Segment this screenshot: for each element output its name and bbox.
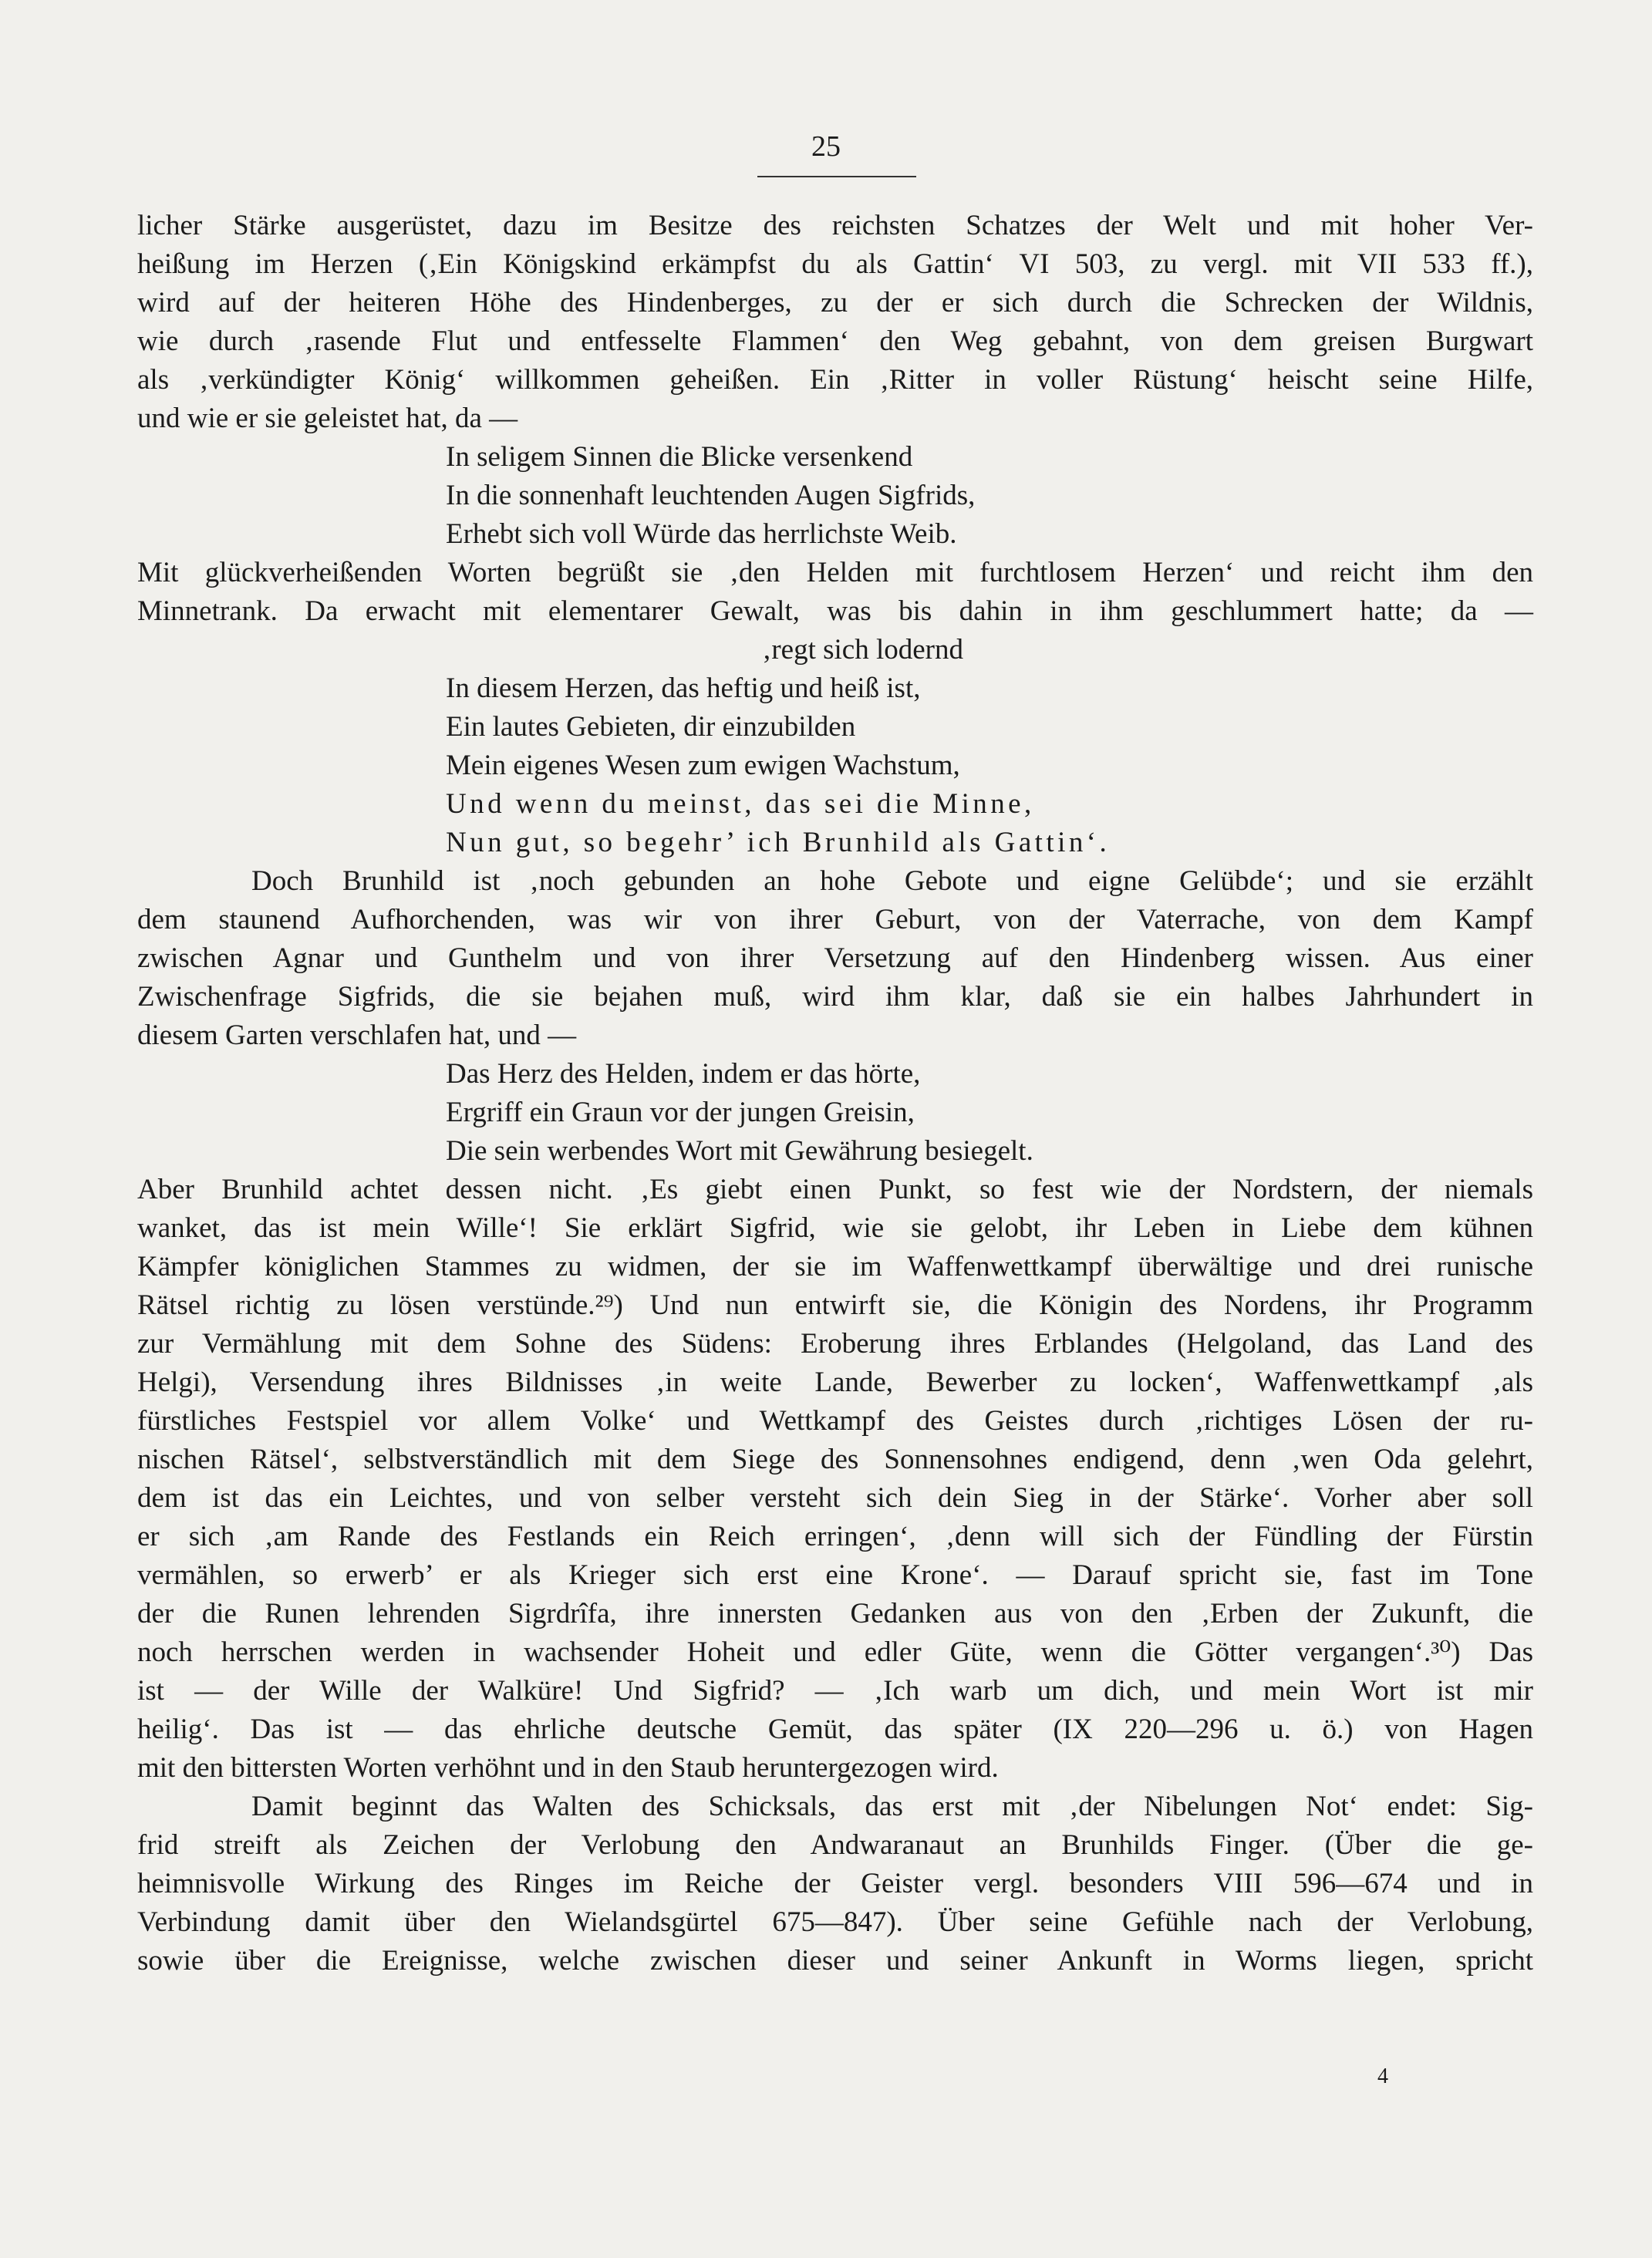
verse-line: Nun gut, so begehr’ ich Brunhild als Gattin‘. — [446, 827, 1111, 858]
text-line: wie durch ‚rasende Flut und entfesselte Flammen‘ den Weg gebahnt, von dem greisen Burgwart — [137, 325, 1533, 357]
text-line: Rätsel richtig zu lösen verstünde.²⁹) Und nun entwirft sie, die Königin des Nordens, ihr Programm — [137, 1289, 1533, 1321]
text-line: Verbindung damit über den Wielandsgürtel 675—847). Über seine Gefühle nach der Verlobung, — [137, 1906, 1533, 1938]
text-line: Mit glückverheißenden Worten begrüßt sie ‚den Helden mit furchtlosem Herzen‘ und reicht ihm den — [137, 557, 1533, 588]
text-line: diesem Garten verschlafen hat, und — — [137, 1019, 577, 1051]
text-line: sowie über die Ereignisse, welche zwischen dieser und seiner Ankunft in Worms liegen, spricht — [137, 1945, 1533, 1977]
text-line: als ‚verkündigter König‘ willkommen geheißen. Ein ‚Ritter in voller Rüstung‘ heischt seine Hilfe, — [137, 364, 1533, 396]
text-line: heilig‘. Das ist — das ehrliche deutsche Gemüt, das später (IX 220—296 u. ö.) von Hagen — [137, 1714, 1533, 1745]
text-line: ist — der Wille der Walküre! Und Sigfrid? — ‚Ich warb um dich, und mein Wort ist mir — [137, 1675, 1533, 1707]
text-line: wird auf der heiteren Höhe des Hindenberges, zu der er sich durch die Schrecken der Wildnis, — [137, 287, 1533, 318]
text-line: wanket, das ist mein Wille‘! Sie erklärt Sigfrid, wie sie gelobt, ihr Leben in Liebe dem kühnen — [137, 1212, 1533, 1244]
verse-line: In seligem Sinnen die Blicke versenkend — [446, 441, 913, 473]
text-line: zur Vermählung mit dem Sohne des Südens: Eroberung ihres Erblandes (Helgoland, das Land des — [137, 1328, 1533, 1360]
page-number: 25 — [811, 130, 841, 163]
text-line: mit den bittersten Worten verhöhnt und in den Staub heruntergezogen wird. — [137, 1752, 999, 1784]
text-line: Aber Brunhild achtet dessen nicht. ‚Es giebt einen Punkt, so fest wie der Nordstern, der niemals — [137, 1174, 1533, 1205]
header-rule — [757, 176, 916, 177]
verse-line: Ergriff ein Graun vor der jungen Greisin, — [446, 1097, 915, 1128]
text-line: er sich ‚am Rande des Festlands ein Reich erringen‘, ‚denn will sich der Fündling der Fürstin — [137, 1521, 1533, 1552]
text-line: Zwischenfrage Sigfrids, die sie bejahen muß, wird ihm klar, daß sie ein halbes Jahrhundert in — [137, 981, 1533, 1013]
text-line: dem staunend Aufhorchenden, was wir von ihrer Geburt, von der Vaterrache, von dem Kampf — [137, 904, 1533, 935]
verse-line: Mein eigenes Wesen zum ewigen Wachstum, — [446, 750, 960, 781]
text-line: noch herrschen werden in wachsender Hoheit und edler Güte, wenn die Götter vergangen‘.³⁰) Das — [137, 1636, 1533, 1668]
text-line: licher Stärke ausgerüstet, dazu im Besitze des reichsten Schatzes der Welt und mit hoher Ver- — [137, 210, 1533, 241]
text-line: heißung im Herzen (‚Ein Königskind erkämpfst du als Gattin‘ VI 503, zu vergl. mit VII 533 ff.), — [137, 248, 1533, 280]
text-line: der die Runen lehrenden Sigrdrîfa, ihre innersten Gedanken aus von den ‚Erben der Zukunft, die — [137, 1598, 1533, 1629]
text-line: Minnetrank. Da erwacht mit elementarer Gewalt, was bis dahin in ihm geschlummert hatte; da — — [137, 595, 1533, 627]
text-line: Damit beginnt das Walten des Schicksals, das erst mit ‚der Nibelungen Not‘ endet: Sig- — [251, 1791, 1533, 1822]
verse-line: ‚regt sich lodernd — [762, 634, 963, 666]
text-line: fürstliches Festspiel vor allem Volke‘ und Wettkampf des Geistes durch ‚richtiges Lösen der ru- — [137, 1405, 1533, 1437]
verse-line: Die sein werbendes Wort mit Gewährung besiegelt. — [446, 1135, 1033, 1167]
verse-line: Das Herz des Helden, indem er das hörte, — [446, 1058, 921, 1090]
verse-line: In diesem Herzen, das heftig und heiß ist, — [446, 672, 921, 704]
text-line: vermählen, so erwerb’ er als Krieger sich erst eine Krone‘. — Darauf spricht sie, fast im Tone — [137, 1559, 1533, 1591]
text-line: Helgi), Versendung ihres Bildnisses ‚in weite Lande, Bewerber zu locken‘, Waffenwettkampf ‚als — [137, 1367, 1533, 1398]
verse-line: In die sonnenhaft leuchtenden Augen Sigfrids, — [446, 480, 976, 511]
text-line: und wie er sie geleistet hat, da — — [137, 403, 518, 434]
verse-line: Und wenn du meinst, das sei die Minne, — [446, 788, 1035, 820]
text-line: zwischen Agnar und Gunthelm und von ihrer Versetzung auf den Hindenberg wissen. Aus einer — [137, 942, 1533, 974]
text-line: frid streift als Zeichen der Verlobung den Andwaranaut an Brunhilds Finger. (Über die ge- — [137, 1829, 1533, 1861]
text-line: nischen Rätsel‘, selbstverständlich mit dem Siege des Sonnensohnes endigend, denn ‚wen Oda gelehrt, — [137, 1444, 1533, 1475]
text-line: dem ist das ein Leichtes, und von selber versteht sich dein Sieg in der Stärke‘. Vorher aber soll — [137, 1482, 1533, 1514]
text-line: heimnisvolle Wirkung des Ringes im Reiche der Geister vergl. besonders VIII 596—674 und in — [137, 1868, 1533, 1899]
verse-line: Erhebt sich voll Würde das herrlichste Weib. — [446, 518, 957, 550]
sheet-signature: 4 — [1377, 2064, 1388, 2088]
text-line: Doch Brunhild ist ‚noch gebunden an hohe Gebote und eigne Gelübde‘; und sie erzählt — [251, 865, 1533, 897]
body-text — [137, 207, 1533, 1980]
text-line: Kämpfer königlichen Stammes zu widmen, der sie im Waffenwettkampf überwältige und drei runische — [137, 1251, 1533, 1282]
verse-line: Ein lautes Gebieten, dir einzubilden — [446, 711, 856, 743]
